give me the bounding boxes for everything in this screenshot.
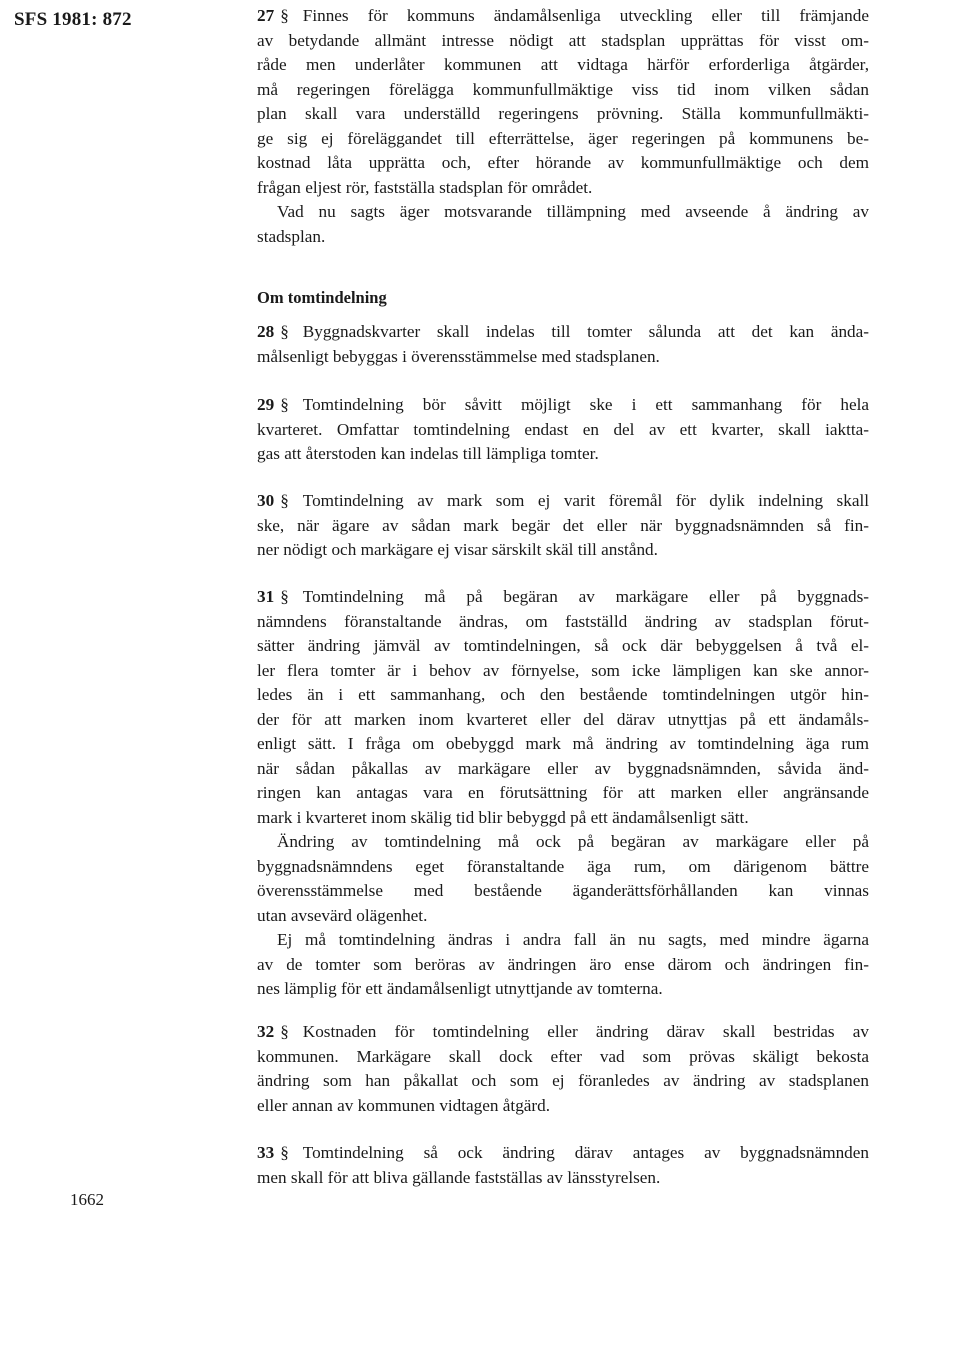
section-first-line bbox=[257, 320, 869, 345]
section-symbol: § bbox=[280, 322, 289, 341]
section-number: 33 bbox=[257, 1143, 275, 1162]
text-line: må regeringen förelägga kommunfullmäktige viss tid inom vilken sådan bbox=[257, 79, 869, 99]
section-number: 31 bbox=[257, 587, 275, 606]
section-number: 28 bbox=[257, 322, 275, 341]
text-line: enligt sätt. I fråga om obebyggd mark må ändring av tomtindelning äga rum bbox=[257, 734, 869, 753]
section-symbol: § bbox=[280, 491, 289, 510]
section-number: 30 bbox=[257, 491, 275, 510]
text-line: Tomtindelning må på begäran av markägare eller på byggnads- bbox=[302, 587, 869, 606]
section-27 bbox=[257, 4, 869, 249]
section-first-line bbox=[257, 1020, 869, 1045]
text-line: ledes än i ett sammanhang, och den bestående tomtindelningen utgör hin- bbox=[257, 685, 869, 704]
text-line: överensstämmelse med bestående äganderättsförhållanden kan vinnas bbox=[257, 881, 869, 900]
text-line: Tomtindelning av mark som ej varit föremål för dylik indelning skall bbox=[302, 491, 869, 510]
section-symbol: § bbox=[280, 6, 289, 25]
section-32 bbox=[257, 1020, 869, 1118]
text-line: men skall för att bliva gällande fastställas av länsstyrelsen. bbox=[257, 1167, 661, 1187]
section-first-line bbox=[257, 4, 869, 29]
section-30 bbox=[257, 489, 869, 563]
text-line: av de tomter som beröras av ändringen äro ense därom och ändringen fin- bbox=[257, 954, 869, 974]
text-line: kommunen. Markägare skall dock efter vad som prövas skäligt bekosta bbox=[257, 1046, 869, 1066]
text-line: ler flera tomter är i behov av förnyelse, som icke lämpligen kan ske annor- bbox=[257, 660, 869, 680]
section-number: 29 bbox=[257, 395, 275, 414]
text-line: frågan eljest rör, fastställa stadsplan för området. bbox=[257, 177, 593, 197]
text-line: råde men underlåter kommunen att vidtaga härför erforderliga åtgärder, bbox=[257, 55, 869, 74]
text-line: gas att återstoden kan indelas till lämpliga tomter. bbox=[257, 444, 599, 463]
section-number: 27 bbox=[257, 6, 275, 25]
text-line: kvarteret. Omfattar tomtindelning endast en del av ett kvarter, skall iaktta- bbox=[257, 419, 869, 439]
text-line: nes lämplig för ett ändamålsenligt utnyttjande av tomterna. bbox=[257, 979, 663, 998]
text-line: byggnadsnämndens eget föranstaltande äga rum, om därigenom bättre bbox=[257, 856, 869, 876]
section-33 bbox=[257, 1141, 869, 1190]
text-line: Kostnaden för tomtindelning eller ändring därav skall bestridas av bbox=[302, 1022, 869, 1041]
text-line: när sådan påkallas av markägare eller av byggnadsnämnden, såvida änd- bbox=[257, 758, 869, 778]
text-line: Tomtindelning bör såvitt möjligt ske i ett sammanhang för hela bbox=[302, 395, 869, 414]
section-symbol: § bbox=[280, 1143, 289, 1162]
text-line: Tomtindelning så ock ändring därav antages av byggnadsnämnden bbox=[302, 1143, 869, 1162]
text-line: målsenligt bebyggas i överensstämmelse med stadsplanen. bbox=[257, 346, 660, 366]
subheading: Om tomtindelning bbox=[257, 288, 387, 307]
section-first-line bbox=[257, 585, 869, 610]
section-number: 32 bbox=[257, 1022, 275, 1041]
section-29 bbox=[257, 393, 869, 467]
section-first-line bbox=[257, 489, 869, 514]
section-symbol: § bbox=[280, 1022, 289, 1041]
text-line: ringen kan antagas vara en förutsättning för att marken eller angränsande bbox=[257, 783, 869, 802]
section-28 bbox=[257, 320, 869, 369]
section-first-line bbox=[257, 1141, 869, 1166]
text-line: ner nödigt och markägare ej visar särskilt skäl till anstånd. bbox=[257, 540, 658, 559]
text-line: av betydande allmänt intresse nödigt att stadsplan upprättas för visst om- bbox=[257, 30, 869, 50]
text-line: eller annan av kommunen vidtagen åtgärd. bbox=[257, 1095, 551, 1115]
text-line: Byggnadskvarter skall indelas till tomter sålunda att det kan ända- bbox=[302, 322, 869, 341]
text-line: plan skall vara underställd regeringens prövning. Ställa kommunfullmäkti- bbox=[257, 104, 869, 123]
text-line: Vad nu sagts äger motsvarande tillämpning med avseende å ändring av bbox=[277, 202, 869, 221]
text-line: ske, när ägare av sådan mark begär det eller när byggnadsnämnden så fin- bbox=[257, 515, 869, 535]
section-symbol: § bbox=[280, 587, 289, 606]
running-head: SFS 1981: 872 bbox=[14, 9, 132, 30]
section-symbol: § bbox=[280, 395, 289, 414]
text-line: der för att marken inom kvarteret eller del därav utnyttjas på ett ändamåls- bbox=[257, 709, 869, 729]
text-line: ge sig ej föreläggandet till efterrättelse, äger regeringen på kommunens be- bbox=[257, 128, 869, 148]
text-line: kostnad låta upprätta och, efter hörande av kommunfullmäktige och dem bbox=[257, 153, 869, 172]
section-first-line bbox=[257, 393, 869, 418]
text-line: Ej må tomtindelning ändras i andra fall än nu sagts, med mindre ägarna bbox=[277, 930, 869, 949]
text-line: ändring som han påkallat och som ej föranledes av ändring av stadsplanen bbox=[257, 1071, 869, 1090]
section-31 bbox=[257, 585, 869, 1002]
text-line: Ändring av tomtindelning må ock på begäran av markägare eller på bbox=[277, 832, 869, 851]
subheading-block bbox=[257, 286, 869, 311]
text-line: nämndens föranstaltande ändras, om fastställd ändring av stadsplan förut- bbox=[257, 611, 869, 631]
text-line: sätter ändring jämväl av tomtindelningen, så ock där bebyggelsen å två el- bbox=[257, 636, 869, 655]
text-line: utan avsevärd olägenhet. bbox=[257, 905, 428, 925]
text-line: mark i kvarteret inom skälig tid blir bebyggd på ett ändamålsenligt sätt. bbox=[257, 807, 749, 827]
page-number: 1662 bbox=[70, 1190, 104, 1209]
text-line: stadsplan. bbox=[257, 226, 326, 246]
text-line: Finnes för kommuns ändamålsenliga utveckling eller till främjande bbox=[302, 6, 869, 25]
